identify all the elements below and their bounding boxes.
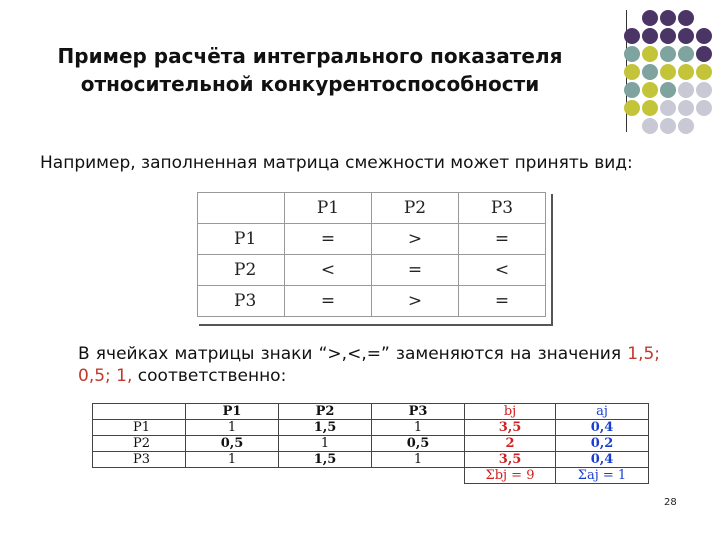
- decor-dot: [624, 82, 640, 98]
- bj-sum-cell: Σbj = 9: [465, 468, 556, 484]
- decor-dot: [678, 46, 694, 62]
- decor-dot: [660, 28, 676, 44]
- matrix-row-label: P2: [198, 255, 285, 286]
- intro-text: Например, заполненная матрица смежности может принять вид:: [40, 153, 633, 173]
- values-row: [93, 420, 649, 436]
- decor-dot: [660, 64, 676, 80]
- matrix-row: [198, 255, 546, 286]
- adjacency-matrix: [197, 192, 546, 317]
- values-header-cell: P1: [186, 404, 279, 420]
- matrix-header-cell: P2: [372, 193, 459, 224]
- bj-cell: 3,5: [465, 420, 556, 436]
- decor-dot: [678, 118, 694, 134]
- decor-dot: [642, 100, 658, 116]
- decor-dot: [696, 64, 712, 80]
- values-corner-cell: [93, 404, 186, 420]
- matrix-cell: >: [372, 224, 459, 255]
- title-line-2: относительной конкурентоспособности: [80, 72, 540, 96]
- matrix-header-cell: P3: [459, 193, 546, 224]
- decor-dot: [696, 100, 712, 116]
- empty-cell: [372, 468, 465, 484]
- values-cell: 1: [186, 420, 279, 436]
- decor-dot: [696, 46, 712, 62]
- decor-dot: [678, 64, 694, 80]
- decor-dot: [678, 10, 694, 26]
- values-cell: 1: [186, 452, 279, 468]
- values-cell: 1: [279, 436, 372, 452]
- matrix-cell: =: [285, 286, 372, 317]
- decor-dot: [624, 64, 640, 80]
- matrix-row-label: P3: [198, 286, 285, 317]
- aj-sum-cell: Σaj = 1: [556, 468, 649, 484]
- decor-dot: [624, 28, 640, 44]
- matrix-row: [198, 224, 546, 255]
- aj-cell: 0,4: [556, 452, 649, 468]
- decor-dot: [696, 28, 712, 44]
- bj-cell: 3,5: [465, 452, 556, 468]
- slide-title: [20, 42, 600, 98]
- decor-dot: [678, 28, 694, 44]
- decor-dot: [660, 118, 676, 134]
- values-row: [93, 436, 649, 452]
- empty-cell: [93, 468, 186, 484]
- note-values: 1,5; 0,5; 1,: [78, 344, 661, 386]
- decor-dot: [642, 118, 658, 134]
- values-cell: 0,5: [372, 436, 465, 452]
- decor-dot: [660, 10, 676, 26]
- decor-dot: [660, 82, 676, 98]
- values-header-row: [93, 404, 649, 420]
- matrix-cell: <: [459, 255, 546, 286]
- matrix-header-cell: P1: [285, 193, 372, 224]
- values-row-label: P1: [93, 420, 186, 436]
- decor-dot: [642, 46, 658, 62]
- empty-cell: [279, 468, 372, 484]
- page-number: 28: [664, 497, 677, 508]
- values-row-label: P2: [93, 436, 186, 452]
- bj-cell: 2: [465, 436, 556, 452]
- decor-dot: [642, 82, 658, 98]
- matrix-cell: <: [285, 255, 372, 286]
- values-cell: 0,5: [186, 436, 279, 452]
- empty-cell: [186, 468, 279, 484]
- values-cell: 1,5: [279, 420, 372, 436]
- decor-dot: [678, 82, 694, 98]
- matrix-row-label: P1: [198, 224, 285, 255]
- aj-cell: 0,2: [556, 436, 649, 452]
- values-cell: 1,5: [279, 452, 372, 468]
- aj-header-cell: aj: [556, 404, 649, 420]
- values-cell: 1: [372, 452, 465, 468]
- note-text-end: соответственно:: [137, 366, 287, 386]
- matrix-row: [198, 286, 546, 317]
- values-table: [92, 403, 649, 484]
- decor-dot: [660, 46, 676, 62]
- values-header-cell: P3: [372, 404, 465, 420]
- decor-dot: [642, 10, 658, 26]
- decor-dot: [696, 82, 712, 98]
- decor-dot: [624, 46, 640, 62]
- decor-dot: [624, 100, 640, 116]
- matrix-cell: =: [372, 255, 459, 286]
- title-line-1: Пример расчёта интегрального показателя: [57, 44, 563, 68]
- values-header-cell: P2: [279, 404, 372, 420]
- matrix-cell: =: [285, 224, 372, 255]
- bj-header-cell: bj: [465, 404, 556, 420]
- values-row: [93, 452, 649, 468]
- aj-cell: 0,4: [556, 420, 649, 436]
- replacement-note: [78, 343, 660, 387]
- matrix-cell: =: [459, 286, 546, 317]
- decor-dot: [642, 28, 658, 44]
- decor-dot: [642, 64, 658, 80]
- matrix-cell: >: [372, 286, 459, 317]
- values-sum-row: [93, 468, 649, 484]
- matrix-cell: =: [459, 224, 546, 255]
- values-cell: 1: [372, 420, 465, 436]
- matrix-corner-cell: [198, 193, 285, 224]
- values-row-label: P3: [93, 452, 186, 468]
- decor-dot: [678, 100, 694, 116]
- note-text: В ячейках матрицы знаки “>,<,=” заменяются на значения: [78, 344, 622, 364]
- matrix-header-row: [198, 193, 546, 224]
- decor-dot: [660, 100, 676, 116]
